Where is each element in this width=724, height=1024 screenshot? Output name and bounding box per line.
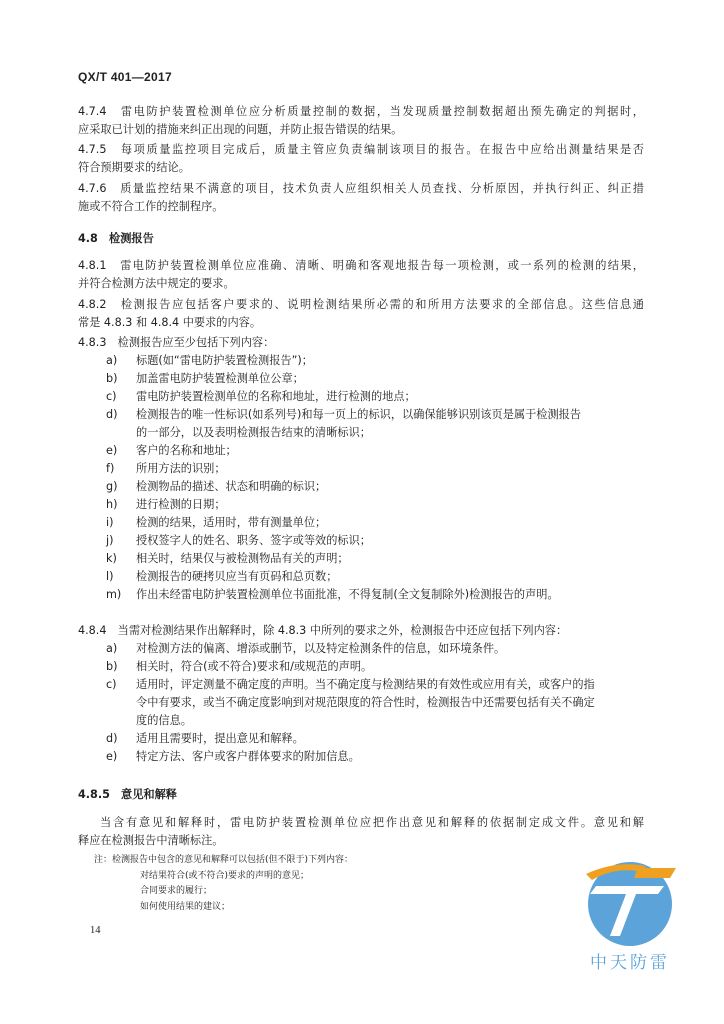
list-item: j) 授权签字人的姓名、职务、签字或等效的标识； <box>106 534 371 547</box>
list-item: e) 客户的名称和地址； <box>106 444 237 457</box>
clause-line: 4.7.4 雷电防护装置检测单位应分析质量控制的数据，当发现质量控制数据超出预先确定的判据时， <box>78 105 644 118</box>
clause-4-8-2 <box>78 296 644 332</box>
clause-4-8-1 <box>78 257 644 293</box>
list-item: f) 所用方法的识别； <box>106 462 226 475</box>
clause-line: 4.7.6 质量监控结果不满意的项目，技术负责人应组织相关人员查找、分析原因，并执行纠正、纠正措 <box>78 182 644 195</box>
page-number: 14 <box>90 925 101 936</box>
watermark-logo <box>576 856 684 976</box>
clause-line: 施或不符合工作的控制程序。 <box>78 200 224 213</box>
list-item: d) 适用且需要时，提出意见和解释。 <box>106 732 304 745</box>
list-item-continuation: 令中有要求，或当不确定度影响到对规范限度的符合性时，检测报告中还需要包括有关不确定 <box>136 696 595 709</box>
clause-4-8-5-heading <box>78 786 644 804</box>
list-item: b) 相关时，符合(或不符合)要求和/或规范的声明。 <box>106 660 373 673</box>
standard-code: QX/T 401—2017 <box>78 70 172 84</box>
clause-intro: 4.8.4 当需对检测结果作出解释时，除 4.8.3 中所列的要求之外，检测报告中还应包括下列内容： <box>78 624 568 637</box>
brand-text: 中天防雷 <box>590 953 670 973</box>
list-item-continuation: 度的信息。 <box>136 714 192 727</box>
clause-4-7-5 <box>78 141 644 177</box>
note-item: 对结果符合(或不符合)要求的声明的意见； <box>140 870 310 881</box>
clause-line: 4.8.1 雷电防护装置检测单位应准确、清晰、明确和客观地报告每一项检测，或一系列的检测的结果， <box>78 259 644 272</box>
list-item: d) 检测报告的唯一性标识(如系列号)和每一页上的标识，以确保能够识别该页是属于检测报告 <box>106 408 582 421</box>
clause-4-8-5-body <box>78 814 644 850</box>
note-item: 合同要求的履行； <box>140 886 213 896</box>
note-line: 注：检测报告中包含的意见和解释可以包括(但不限于)下列内容： <box>94 855 354 865</box>
list-item: e) 特定方法、客户或客户群体要求的附加信息。 <box>106 750 360 763</box>
clause-line: 应采取已计划的措施来纠正出现的问题，并防止报告错误的结果。 <box>78 123 403 136</box>
list-item: c) 雷电防护装置检测单位的名称和地址，进行检测的地点； <box>106 390 416 403</box>
clause-4-7-4 <box>78 103 644 139</box>
clause-line: 符合预期要求的结论。 <box>78 161 190 174</box>
clause-intro: 4.8.3 检测报告应至少包括下列内容： <box>78 336 275 349</box>
section-title: 4.8.5 意见和解释 <box>78 788 177 801</box>
list-item: a) 对检测方法的偏离、增添或删节，以及特定检测条件的信息，如环境条件。 <box>106 642 506 655</box>
list-item: k) 相关时，结果仅与被检测物品有关的声明； <box>106 552 349 565</box>
section-title: 4.8 检测报告 <box>78 232 154 245</box>
list-item: b) 加盖雷电防护装置检测单位公章； <box>106 372 304 385</box>
section-4-8-heading <box>78 230 644 248</box>
clause-line: 4.8.2 检测报告应包括客户要求的、说明检测结果所必需的和所用方法要求的全部信息。这些信息通 <box>78 298 644 311</box>
list-item: i) 检测的结果，适用时，带有测量单位； <box>106 516 327 529</box>
clause-line: 4.7.5 每项质量监控项目完成后，质量主管应负责编制该项目的报告。在报告中应给出测量结果是否 <box>78 143 644 156</box>
list-item: a) 标题(如“雷电防护装置检测报告”)； <box>106 354 313 367</box>
list-item-continuation: 的一部分，以及表明检测报告结束的清晰标识； <box>136 426 371 439</box>
clause-4-8-4 <box>78 622 644 766</box>
lightning-logo-icon <box>576 856 684 948</box>
list-item: l) 检测报告的硬拷贝应当有页码和总页数； <box>106 570 338 583</box>
note-item: 如何使用结果的建议； <box>140 901 231 912</box>
list-item: m) 作出未经雷电防护装置检测单位书面批准，不得复制(全文复制除外)检测报告的声明。 <box>106 588 559 601</box>
list-item: h) 进行检测的日期； <box>106 498 226 511</box>
clause-line: 常是 4.8.3 和 4.8.4 中要求的内容。 <box>78 316 262 329</box>
paragraph-line: 释应在检测报告中清晰标注。 <box>78 834 224 847</box>
list-item: c) 适用时，评定测量不确定度的声明。当不确定度与检测结果的有效性或应用有关，或客户的指 <box>106 678 595 691</box>
note-block <box>94 853 634 915</box>
clause-4-7-6 <box>78 180 644 216</box>
list-item: g) 检测物品的描述、状态和明确的标识； <box>106 480 327 493</box>
clause-4-8-3 <box>78 334 644 604</box>
paragraph-line: 当含有意见和解释时，雷电防护装置检测单位应把作出意见和解释的依据制定成文件。意见和解 <box>100 816 644 829</box>
clause-line: 并符合检测方法中规定的要求。 <box>78 277 235 290</box>
